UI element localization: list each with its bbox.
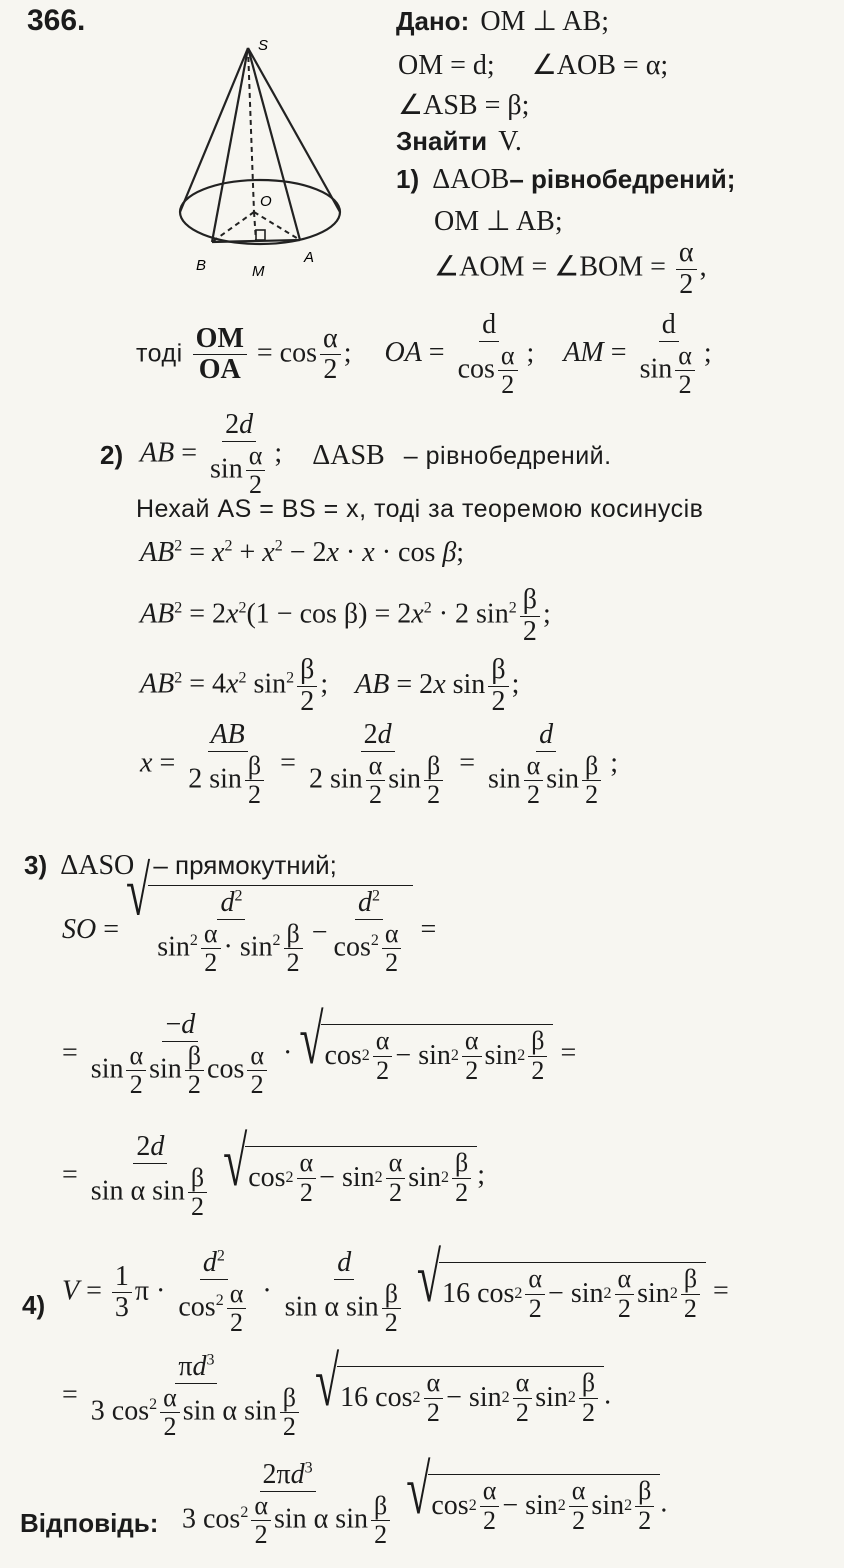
volume-expression-2: = $\pi d^3$ 3 $\cos^2$ $\frac{\alpha}{2}$ sin α sin $\frac{\beta}{2}$ √ 16 cos 2 $\frac{\alpha}{2}$ − sin 2 $\frac{\alpha}{2}$ sin 2 $\frac{\beta}{2}$ . <box>62 1343 612 1442</box>
step1-angles: ∠AOM = ∠BOM = $\frac{\alpha}{2}$ , <box>434 237 707 300</box>
step3-line: 3) ΔASO – прямокутний; <box>24 850 337 881</box>
given-line-1: Дано: OM ⊥ AB; <box>396 6 609 37</box>
step4-marker: 4) <box>22 1290 46 1320</box>
step1-perp: OM ⊥ AB; <box>434 206 563 237</box>
step2-line: 2) ΔASB – рівнобедрений. <box>100 440 612 471</box>
answer-label: Відповідь: <box>20 1508 159 1538</box>
answer-expression: $2\pi d^3$ 3 $\cos^2$ $\frac{\alpha}{2}$ sin α sin $\frac{\beta}{2}$ √ cos 2 $\frac{\alpha}{2}$ − sin 2 $\frac{\alpha}{2}$ sin 2 $\frac{\beta}{2}$ . <box>182 1451 668 1550</box>
so-expression-2: = −d sin $\frac{\alpha}{2}$ sin $\frac{\beta}{2}$ cos $\frac{\alpha}{2}$ · √ cos 2 $\frac{\alpha}{2}$ − sin 2 $\frac{\alpha}{2}$ sin 2 $\frac{\beta}{2}$ = <box>62 1001 577 1100</box>
so-expression-3: = 2d sin α sin $\frac{\beta}{2}$ √ cos 2 $\frac{\alpha}{2}$ − sin 2 $\frac{\alpha}{2}$ sin 2 $\frac{\beta}{2}$ ; <box>62 1123 485 1222</box>
label-o: O <box>260 193 272 210</box>
problem-number: 366. <box>27 4 86 37</box>
cosine-law: $AB^2 = x^2 + x^2 - 2x \cdot x \cdot \cos \beta$; <box>140 537 465 568</box>
given-line-2: OM = d; ∠AOB = α; <box>398 50 669 81</box>
label-s: S <box>258 37 269 54</box>
x-expression: x = AB 2 sin $\frac{\beta}{2}$ = 2d 2 sin $\frac{\alpha}{2}$ sin $\frac{\beta}{2}$ = d sin $\frac{\alpha}{2}$ sin $\frac{\beta}{2}$ ; <box>140 719 618 810</box>
let-line: Нехай AS = BS = x, тоді за теоремою косинусів <box>136 495 704 523</box>
ab-squared-1: $AB^2 = 2x^2(1 - \cos \beta) = 2x^2 \cdot 2$ $\sin^2$ $\frac{\beta}{2}$ ; <box>140 584 551 647</box>
label-m: M <box>252 263 265 280</box>
ab-squared-2: $AB^2 = 4x^2$ $\sin^2$ $\frac{\beta}{2}$ ; AB = 2x sin $\frac{\beta}{2}$ ; <box>140 654 520 717</box>
given-line-3: ∠ASB = β; <box>398 90 530 121</box>
label-a: A <box>304 249 315 266</box>
then-line: тоді $\frac{OM}{OA}$ = cos $\frac{\alpha}{2}$ ; OA = d cos $\frac{\alpha}{2}$ ; AM = d sin $\frac{\alpha}{2}$ ; <box>136 309 712 400</box>
cone-diagram <box>172 30 362 280</box>
volume-expression: V = $\frac{1}{3}$ π · $d^2$ $\cos^2$ $\frac{\alpha}{2}$ · d sin α sin $\frac{\beta}{2}$ √ 16 cos 2 $\frac{\alpha}{2}$ − sin 2 $\frac{\alpha}{2}$ sin 2 $\frac{\beta}{2}$ = <box>62 1239 729 1338</box>
step1-line: 1) ΔAOB– рівнобедрений; <box>396 164 736 195</box>
so-expression: SO = √ $d^2$ $\sin^2$ $\frac{\alpha}{2}$ · $\sin^2$ $\frac{\beta}{2}$ − $d^2$ $\cos^2$ $\frac{\alpha}{2}$ = <box>62 852 437 978</box>
label-b: B <box>196 257 207 274</box>
find-line: Знайти V. <box>396 126 522 157</box>
ab-equals: AB = 2d sin $\frac{\alpha}{2}$ ; <box>140 409 283 500</box>
